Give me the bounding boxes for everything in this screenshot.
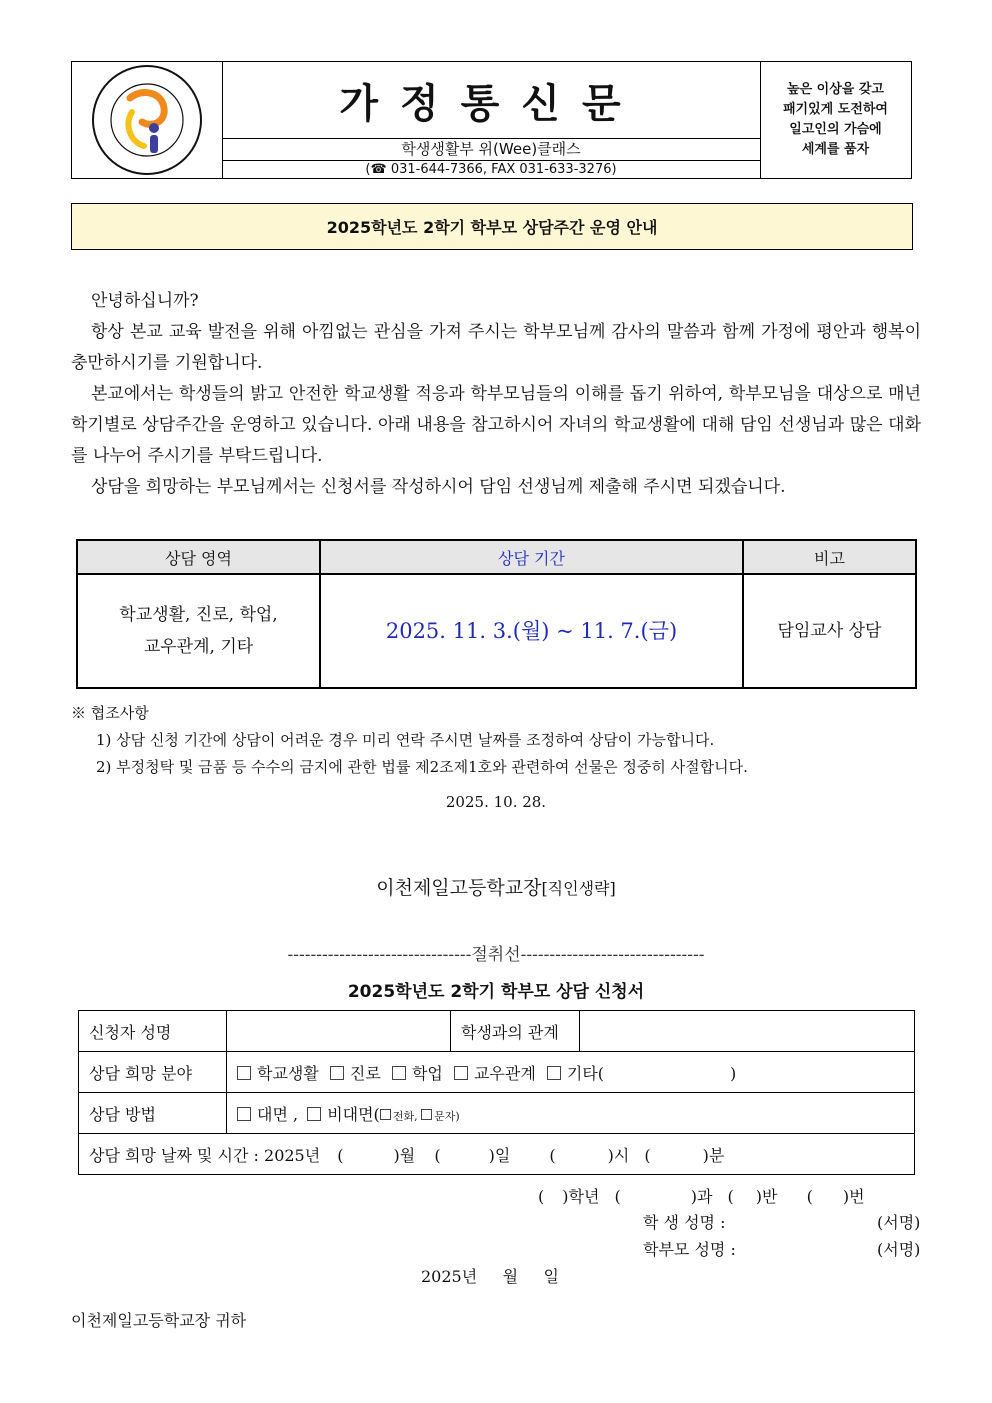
notice-title-banner: 2025학년도 2학기 학부모 상담주간 운영 안내 [71,203,913,250]
school-logo [72,62,222,178]
bracket: ( [644,1145,651,1165]
method-options [227,1093,915,1134]
principal-name: 이천제일고등학교장 [376,877,542,899]
form-row [79,1134,915,1175]
bracket: ( [538,1187,545,1206]
motto-line: 일고인의 가슴에 [789,122,882,137]
department-name: 학생생활부 위(Wee)클래스 [401,140,581,158]
method-sub [380,1110,460,1123]
table-row [77,574,916,688]
title-cell [222,62,761,178]
cooperation-item: 1) 상담 신청 기간에 상담이 어려운 경우 미리 연락 주시면 날짜를 조정하여 상담이 가능합니다. [96,731,715,749]
document-title: 가정통신문 [222,62,760,139]
checkbox[interactable] [380,1109,391,1120]
option-label: 비대면( [327,1104,380,1124]
minute-label: )분 [702,1145,725,1165]
cooperation-title: ※ 협조사항 [71,704,149,722]
cut-line: --------------------------------절취선-------------------------------- [287,945,705,965]
area-line: 학교생활, 진로, 학업, [119,605,278,625]
checkbox[interactable] [307,1107,321,1121]
relation-field[interactable] [580,1011,915,1052]
body-paragraph-3: 상담을 희망하는 부모님께서는 신청서를 작성하시어 담임 선생님께 제출해 주시면 되겠습니다. [91,477,786,497]
datetime-label: 상담 희망 날짜 및 시간 : 2025년 [89,1145,321,1165]
checkbox[interactable] [392,1066,406,1080]
option-label: 학교생활 [257,1063,319,1083]
checkbox[interactable] [421,1109,432,1120]
bracket: ( [806,1187,813,1206]
parent-sign-label: 학부모 성명 : [643,1240,736,1259]
school-motto [760,62,911,178]
greeting: 안녕하십니까? [91,291,199,311]
option-label: 문자) [434,1109,460,1123]
motto-line: 높은 이상을 갖고 [787,82,884,97]
bracket: ( [614,1187,621,1206]
option-label: 학업 [411,1063,443,1083]
form-row [79,1052,915,1093]
contact-info: (☎ 031-644-7366, FAX 031-633-3276) [222,160,760,179]
class-label: )반 [755,1187,778,1206]
motto-line: 세계를 품자 [801,142,870,157]
checkbox[interactable] [237,1066,251,1080]
option-label: 교우관계 [473,1063,536,1083]
form-row [79,1011,915,1052]
body-paragraph-2: 본교에서는 학생들의 밝고 안전한 학교생활 적응과 학부모님들의 이해를 돕기 위하여, 학부모님을 대상으로 매년 학기별로 상담주간을 운영하고 있습니다. 아래 내용을 참고하시어 자녀의 학교생활에 대해 담임 선생님과 많은 대화를 나누어 주시기를 부탁드립니다. [71,384,921,466]
method-label: 상담 방법 [79,1093,227,1134]
bracket: ( [549,1145,556,1165]
seal-omitted: [직인생략] [541,879,616,898]
schedule-table [76,539,917,689]
applicant-label: 신청자 성명 [79,1011,227,1052]
principal-line [0,873,992,900]
field-label: 상담 희망 분야 [79,1052,227,1093]
checkbox[interactable] [547,1066,561,1080]
form-date: 2025년 월 일 [421,1267,559,1286]
option-label: ) [730,1063,737,1083]
bracket: ( [337,1145,344,1165]
checkbox[interactable] [330,1066,344,1080]
applicant-name-field[interactable] [227,1011,451,1052]
motto-line: 패기있게 도전하여 [783,102,888,117]
bracket: ( [434,1145,441,1165]
table-header-row [77,540,916,574]
form-row [79,1093,915,1134]
number-label: )번 [842,1187,865,1206]
option-label: 기타( [566,1063,605,1083]
issue-date: 2025. 10. 28. [445,793,547,811]
option-label: 대면 , [257,1104,299,1124]
option-label: 전화, [392,1109,418,1123]
application-form [78,1010,915,1175]
student-sign-field[interactable]: (서명) [877,1213,921,1232]
period-cell: 2025. 11. 3.(월) ~ 11. 7.(금) [320,574,743,688]
parent-sign-field[interactable]: (서명) [877,1240,921,1259]
checkbox[interactable] [237,1107,251,1121]
day-label: )일 [488,1145,511,1165]
checkbox[interactable] [454,1066,468,1080]
month-label: )월 [393,1145,416,1165]
relation-label: 학생과의 관계 [451,1011,580,1052]
header-note: 비고 [743,540,916,574]
school-logo-cell [72,62,223,178]
dept-label: )과 [690,1187,713,1206]
addressee: 이천제일고등학교장 귀하 [71,1311,247,1330]
student-class-line [538,1184,865,1207]
note-cell: 담임교사 상담 [743,574,916,688]
form-title: 2025학년도 2학기 학부모 상담 신청서 [347,982,645,1002]
body-paragraph-1: 항상 본교 교육 발전을 위해 아낌없는 관심을 가져 주시는 학부모님께 감사의 말씀과 함께 가정에 평안과 행복이 충만하시기를 기원합니다. [71,322,921,373]
header-area: 상담 영역 [77,540,320,574]
student-sign-label: 학 생 성명 : [643,1213,726,1232]
option-label: 진로 [349,1063,381,1083]
header-period: 상담 기간 [320,540,743,574]
hour-label: )시 [607,1145,630,1165]
bracket: ( [727,1187,734,1206]
area-line: 교우관계, 기타 [143,637,254,657]
letterhead [71,61,912,179]
datetime-field[interactable] [79,1134,915,1175]
field-options [227,1052,915,1093]
grade-label: )학년 [562,1187,600,1206]
area-cell [77,574,320,688]
cooperation-item: 2) 부정청탁 및 금품 등 수수의 금지에 관한 법률 제2조제1호와 관련하여 선물은 정중히 사절합니다. [96,758,748,776]
